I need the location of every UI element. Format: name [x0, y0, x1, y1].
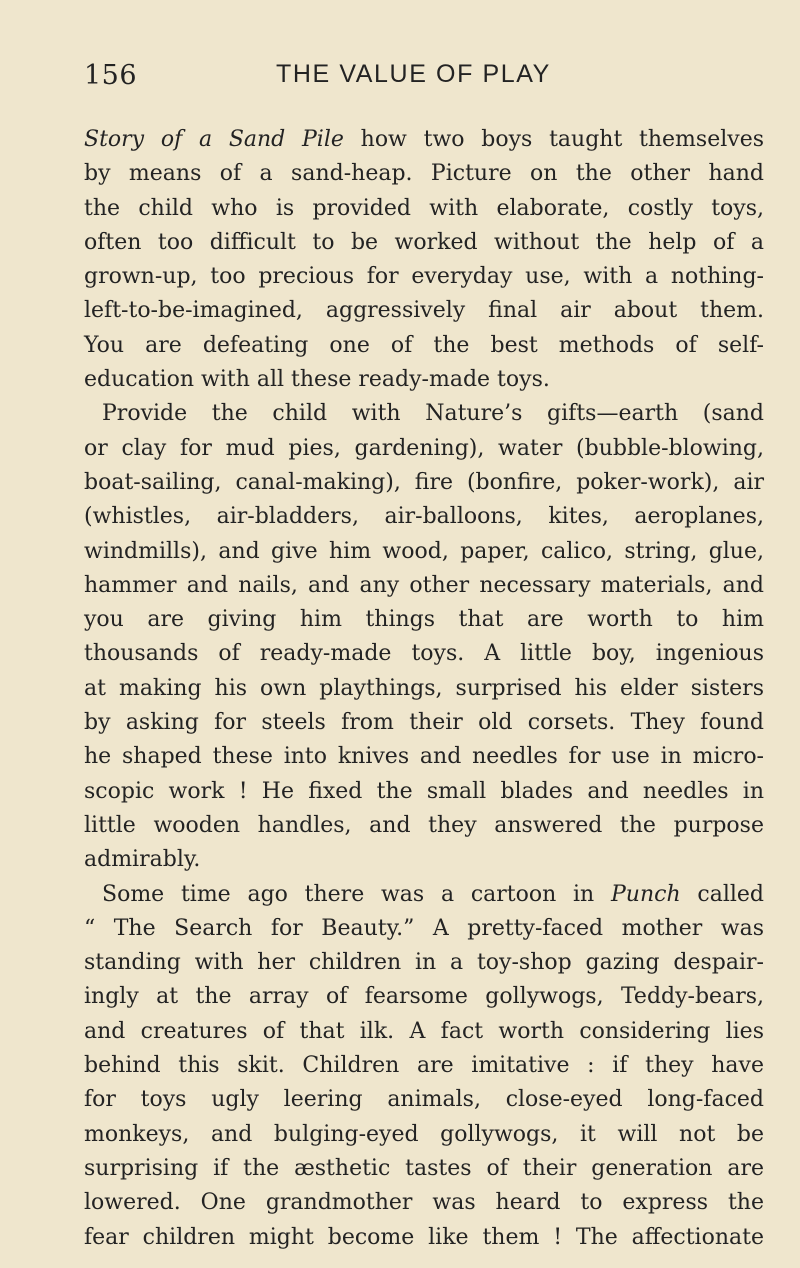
line-text: ingly at the array of fearsome gollywogs, Teddy-bears, [84, 984, 764, 1010]
line-text: called [680, 881, 764, 907]
text-line [84, 1152, 764, 1186]
text-line [84, 294, 764, 328]
line-text: how two boys taught themselves [343, 127, 764, 152]
text-line [84, 878, 764, 912]
text-line [84, 706, 764, 740]
text-line [84, 569, 764, 603]
running-title: THE VALUE OF PLAY [276, 60, 551, 88]
text-line [84, 637, 764, 671]
text-line [84, 1049, 764, 1083]
line-text: scopic work ! He fixed the small blades and needles in [84, 778, 764, 804]
text-line [84, 912, 764, 946]
line-text: little wooden handles, and they answered the purpose [84, 812, 764, 838]
line-text: hammer and nails, and any other necessary materials, and [84, 572, 764, 598]
line-text: boat-sailing, canal-making), fire (bonfire, poker-work), air [84, 469, 764, 495]
line-text: left-to-be-imagined, aggressively final air about them. [84, 298, 764, 324]
body-text [84, 123, 764, 1255]
text-line [84, 1221, 764, 1255]
line-text: Provide the child with Nature’s gifts—earth (sand [102, 401, 764, 427]
line-text: by asking for steels from their old corsets. They found [84, 710, 764, 736]
line-text: “ The Search for Beauty.” A pretty-faced mother was [84, 915, 764, 941]
italic-text: Punch [610, 881, 681, 907]
text-line [84, 260, 764, 294]
text-line [84, 740, 764, 774]
line-text: standing with her children in a toy-shop gazing despair- [84, 950, 764, 976]
line-text: Some time ago there was a cartoon in [102, 881, 611, 907]
text-line [84, 1118, 764, 1152]
text-line [84, 1186, 764, 1220]
text-line [84, 192, 764, 226]
page-number: 156 [84, 60, 138, 91]
text-line [84, 157, 764, 191]
italic-text: Story of a Sand Pile [84, 127, 344, 152]
line-text: often too difficult to be worked without the help of a [84, 229, 764, 255]
text-line [84, 775, 764, 809]
line-text: behind this skit. Children are imitative : if they have [84, 1053, 764, 1079]
text-line [84, 329, 764, 363]
line-text: for toys ugly leering animals, close-eyed long-faced [84, 1087, 764, 1113]
line-text: (whistles, air-bladders, air-balloons, kites, aeroplanes, [84, 504, 764, 530]
text-line [84, 123, 764, 157]
line-text: monkeys, and bulging-eyed gollywogs, it will not be [84, 1121, 764, 1147]
line-text: the child who is provided with elaborate, costly toys, [84, 195, 764, 221]
line-text: fear children might become like them ! The affectionate [84, 1224, 764, 1250]
line-text: and creatures of that ilk. A fact worth considering lies [84, 1018, 764, 1044]
text-line [84, 980, 764, 1014]
text-line [84, 363, 764, 397]
line-text: admirably. [84, 847, 201, 873]
line-text: windmills), and give him wood, paper, calico, string, glue, [84, 538, 764, 564]
page-header [84, 60, 764, 96]
text-line [84, 1083, 764, 1117]
line-text: or clay for mud pies, gardening), water (bubble-blowing, [84, 435, 764, 461]
text-line [84, 843, 764, 877]
text-line [84, 535, 764, 569]
text-line [84, 672, 764, 706]
text-line [84, 1015, 764, 1049]
line-text: lowered. One grandmother was heard to express the [84, 1190, 764, 1216]
line-text: You are defeating one of the best methods of self- [84, 332, 764, 358]
text-line [84, 432, 764, 466]
text-line [84, 226, 764, 260]
line-text: by means of a sand-heap. Picture on the other hand [84, 161, 764, 187]
line-text: he shaped these into knives and needles for use in micro- [84, 744, 764, 770]
text-line [84, 500, 764, 534]
line-text: at making his own playthings, surprised his elder sisters [84, 675, 764, 701]
text-line [84, 946, 764, 980]
line-text: education with all these ready-made toys. [84, 367, 550, 393]
text-line [84, 809, 764, 843]
text-line [84, 603, 764, 637]
line-text: thousands of ready-made toys. A little boy, ingenious [84, 641, 764, 667]
text-line [84, 397, 764, 431]
text-line [84, 466, 764, 500]
line-text: surprising if the æsthetic tastes of their generation are [84, 1155, 764, 1181]
line-text: you are giving him things that are worth to him [84, 607, 764, 633]
line-text: grown-up, too precious for everyday use, with a nothing- [84, 264, 764, 290]
